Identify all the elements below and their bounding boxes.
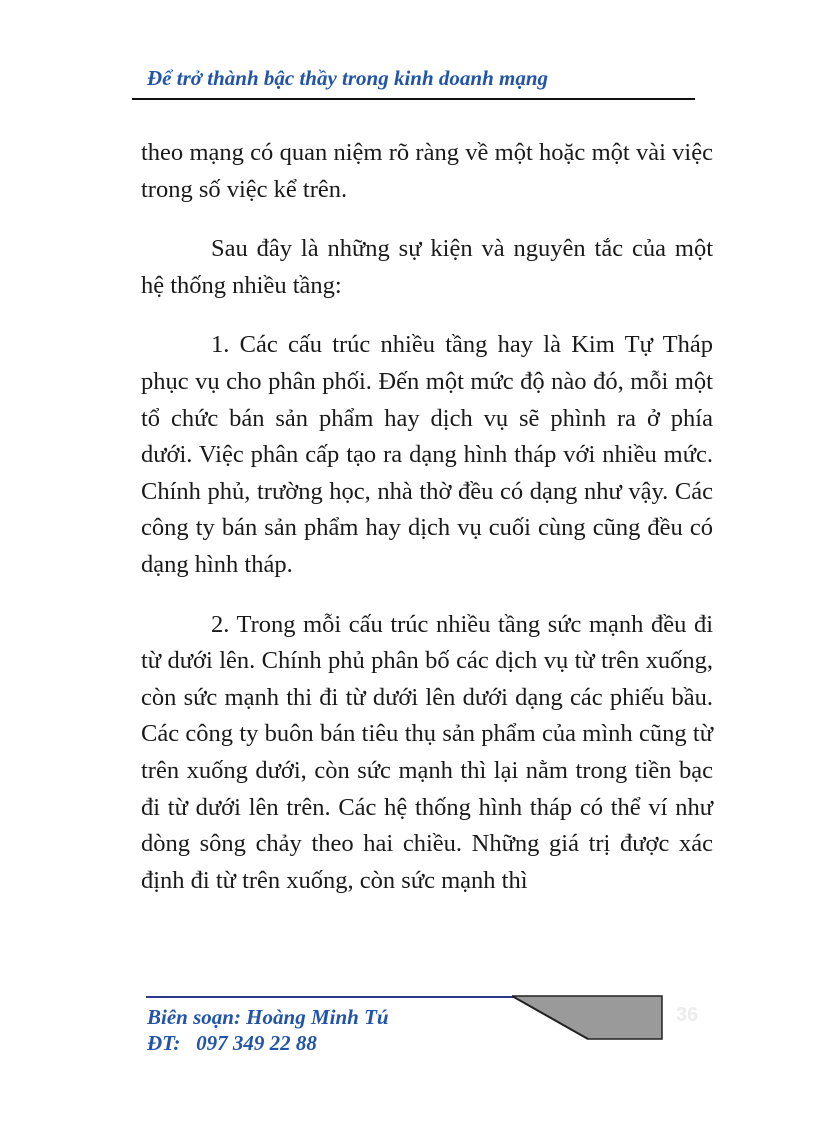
paragraph-gap [141, 304, 713, 327]
footer-credits [147, 1004, 389, 1056]
footer-divider [146, 996, 518, 998]
header-divider [132, 98, 695, 100]
page-header-title: Để trở thành bậc thầy trong kinh doanh mạng [147, 66, 549, 90]
paragraph-point-2: 2. Trong mỗi cấu trúc nhiều tầng sức mạnh đều đi từ dưới lên. Chính phủ phân bố các dịch vụ từ trên xuống, còn sức mạnh thi đi từ dưới lên dưới dạng các phiếu bầu. Các công ty buôn bán tiêu thụ sản phẩm của mình cũng từ trên xuống dưới, còn sức mạnh thì lại nằm trong tiền bạc đi từ dưới lên trên. Các hệ thống hình tháp có thể ví như dòng sông chảy theo hai chiều. Những giá trị được xác định đi từ trên xuống, còn sức mạnh thì [141, 610, 713, 894]
paragraph-gap [141, 584, 713, 607]
footer-tab-shape [512, 996, 662, 1039]
page-body [141, 135, 713, 899]
footer-tab-graphic [512, 994, 664, 1040]
footer-phone: ĐT: 097 349 22 88 [147, 1031, 317, 1055]
page-number: 36 [676, 1004, 699, 1026]
paragraph-point-1: 1. Các cấu trúc nhiều tầng hay là Kim Tự Tháp phục vụ cho phân phối. Đến một mức độ nào đó, mỗi một tổ chức bán sản phẩm hay dịch vụ sẽ phình ra ở phía dưới. Việc phân cấp tạo ra dạng hình tháp với nhiều mức. Chính phủ, trường học, nhà thờ đều có dạng như vậy. Các công ty bán sản phẩm hay dịch vụ cuối cùng cũng đều có dạng hình tháp. [141, 331, 713, 578]
paragraph-intro: Sau đây là những sự kiện và nguyên tắc của một hệ thống nhiều tầng: [141, 235, 713, 299]
footer-author: Biên soạn: Hoàng Minh Tú [147, 1005, 389, 1029]
paragraph-continuation: theo mạng có quan niệm rõ ràng về một hoặc một vài việc trong số việc kể trên. [141, 139, 713, 203]
paragraph-gap [141, 208, 713, 231]
